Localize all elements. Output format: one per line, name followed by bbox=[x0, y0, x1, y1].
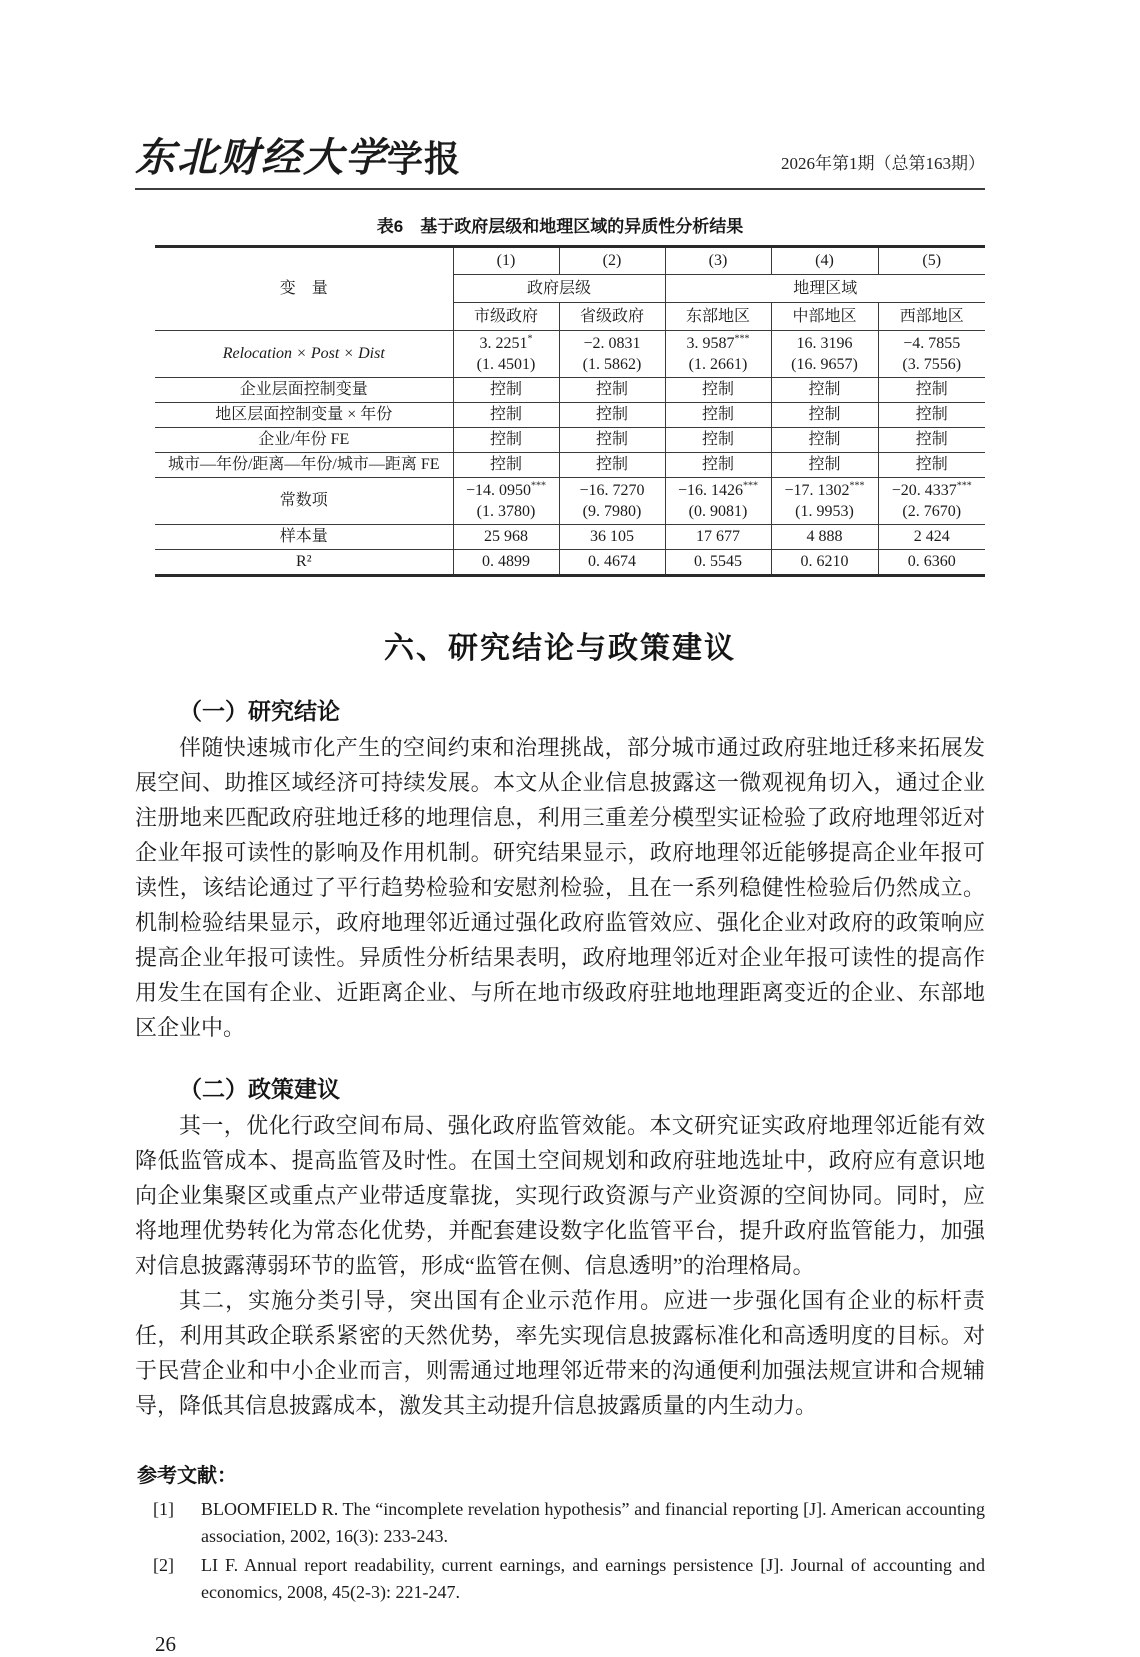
control-cell: 控制 bbox=[559, 403, 665, 428]
value-cell: 2 424 bbox=[878, 525, 985, 550]
group-header-cell: 地理区域 bbox=[665, 275, 985, 303]
coef-cell: −2. 0831 (1. 5862) bbox=[559, 331, 665, 378]
control-cell: 控制 bbox=[878, 403, 985, 428]
table-row-firm-year-fe bbox=[155, 428, 985, 453]
table-row-sample-size bbox=[155, 525, 985, 550]
value-cell: 4 888 bbox=[771, 525, 878, 550]
subsection-heading-conclusions: （一）研究结论 bbox=[179, 698, 340, 724]
value-cell: 0. 5545 bbox=[665, 550, 771, 576]
paragraph-conclusions: 伴随快速城市化产生的空间约束和治理挑战，部分城市通过政府驻地迁移来拓展发展空间、助推区域经济可持续发展。本文从企业信息披露这一微观视角切入，通过企业注册地来匹配政府驻地迁移的地理信息，利用三重差分模型实证检验了政府地理邻近对企业年报可读性的影响及作用机制。研究结果显示，政府地理邻近能够提高企业年报可读性，该结论通过了平行趋势检验和安慰剂检验，且在一系列稳健性检验后仍然成立。机制检验结果显示，政府地理邻近通过强化政府监管效应、强化企业对政府的政策响应提高企业年报可读性。异质性分析结果表明，政府地理邻近对企业年报可读性的提高作用发生在国有企业、近距离企业、与所在地市级政府驻地地理距离变近的企业、东部地区企业中。 bbox=[135, 735, 985, 1040]
subsection-heading-policy: （二）政策建议 bbox=[179, 1076, 340, 1102]
issue-info: 2026年第1期（总第163期） bbox=[781, 154, 985, 173]
reference-number: [2] bbox=[153, 1555, 174, 1575]
value-cell: 0. 6360 bbox=[878, 550, 985, 576]
page-number: 26 bbox=[155, 1632, 176, 1656]
control-cell: 控制 bbox=[453, 378, 559, 403]
subgroup-header-cell: 省级政府 bbox=[559, 303, 665, 331]
journal-header bbox=[135, 134, 985, 190]
table-row-interaction bbox=[155, 331, 985, 378]
row-label: 城市—年份/距离—年份/城市—距离 FE bbox=[155, 453, 453, 478]
journal-logo-suffix: 学报 bbox=[387, 138, 462, 179]
coef-cell: −16. 1426*** (0. 9081) bbox=[665, 478, 771, 525]
section-heading: 六、研究结论与政策建议 bbox=[384, 632, 736, 665]
control-cell: 控制 bbox=[878, 453, 985, 478]
table-row-region-controls bbox=[155, 403, 985, 428]
control-cell: 控制 bbox=[771, 403, 878, 428]
reference-item bbox=[135, 1552, 985, 1606]
col-number-cell: (5) bbox=[878, 247, 985, 275]
control-cell: 控制 bbox=[453, 403, 559, 428]
table-row-city-year-fe bbox=[155, 453, 985, 478]
control-cell: 控制 bbox=[453, 453, 559, 478]
heterogeneity-results-table bbox=[155, 245, 985, 577]
value-cell: 0. 4899 bbox=[453, 550, 559, 576]
table-title: 表6 基于政府层级和地理区域的异质性分析结果 bbox=[376, 217, 744, 236]
page-content bbox=[135, 0, 985, 1657]
row-label: 企业层面控制变量 bbox=[155, 378, 453, 403]
table-row-firm-controls bbox=[155, 378, 985, 403]
control-cell: 控制 bbox=[771, 428, 878, 453]
row-label: 样本量 bbox=[155, 525, 453, 550]
control-cell: 控制 bbox=[665, 378, 771, 403]
control-cell: 控制 bbox=[878, 378, 985, 403]
col-number-cell: (1) bbox=[453, 247, 559, 275]
control-cell: 控制 bbox=[665, 453, 771, 478]
paragraph-policy-1: 其一，优化行政空间布局、强化政府监管效能。本文研究证实政府地理邻近能有效降低监管成本、提高监管及时性。在国土空间规划和政府驻地选址中，政府应有意识地向企业集聚区或重点产业带适度靠拢，实现行政资源与产业资源的空间协同。同时，应将地理优势转化为常态化优势，并配套建设数字化监管平台，提升政府监管能力，加强对信息披露薄弱环节的监管，形成“监管在侧、信息透明”的治理格局。 bbox=[135, 1113, 985, 1278]
reference-number: [1] bbox=[153, 1499, 174, 1519]
journal-logo bbox=[135, 134, 462, 181]
col-number-cell: (3) bbox=[665, 247, 771, 275]
value-cell: 0. 4674 bbox=[559, 550, 665, 576]
table-row-r-squared bbox=[155, 550, 985, 576]
subgroup-header-cell: 东部地区 bbox=[665, 303, 771, 331]
row-label: 常数项 bbox=[155, 478, 453, 525]
row-label: 地区层面控制变量 × 年份 bbox=[155, 403, 453, 428]
coef-cell: −20. 4337*** (2. 7670) bbox=[878, 478, 985, 525]
coef-cell: 3. 9587*** (1. 2661) bbox=[665, 331, 771, 378]
control-cell: 控制 bbox=[665, 428, 771, 453]
row-label: R² bbox=[155, 550, 453, 576]
value-cell: 25 968 bbox=[453, 525, 559, 550]
variable-header-cell: 变 量 bbox=[155, 247, 453, 331]
value-cell: 36 105 bbox=[559, 525, 665, 550]
reference-text: BLOOMFIELD R. The “incomplete revelation hypothesis” and financial reporting [J]. American accounting association, 2002, 16(3): 233-243. bbox=[201, 1499, 985, 1546]
control-cell: 控制 bbox=[665, 403, 771, 428]
paragraph-policy-2: 其二，实施分类引导，突出国有企业示范作用。应进一步强化国有企业的标杆责任，利用其政企联系紧密的天然优势，率先实现信息披露标准化和高透明度的目标。对于民营企业和中小企业而言，则需通过地理邻近带来的沟通便利加强法规宣讲和合规辅导，降低其信息披露成本，激发其主动提升信息披露质量的内生动力。 bbox=[135, 1288, 985, 1418]
subgroup-header-cell: 西部地区 bbox=[878, 303, 985, 331]
coef-cell: −16. 7270 (9. 7980) bbox=[559, 478, 665, 525]
table-row-constant bbox=[155, 478, 985, 525]
control-cell: 控制 bbox=[559, 453, 665, 478]
control-cell: 控制 bbox=[771, 378, 878, 403]
control-cell: 控制 bbox=[453, 428, 559, 453]
value-cell: 0. 6210 bbox=[771, 550, 878, 576]
control-cell: 控制 bbox=[771, 453, 878, 478]
coef-cell: −14. 0950*** (1. 3780) bbox=[453, 478, 559, 525]
reference-item bbox=[135, 1496, 985, 1550]
subgroup-header-cell: 中部地区 bbox=[771, 303, 878, 331]
subgroup-header-cell: 市级政府 bbox=[453, 303, 559, 331]
coef-cell: −17. 1302*** (1. 9953) bbox=[771, 478, 878, 525]
col-number-cell: (2) bbox=[559, 247, 665, 275]
col-number-cell: (4) bbox=[771, 247, 878, 275]
control-cell: 控制 bbox=[559, 428, 665, 453]
row-label: 企业/年份 FE bbox=[155, 428, 453, 453]
group-header-cell: 政府层级 bbox=[453, 275, 665, 303]
journal-logo-script: 东北财经大学 bbox=[135, 134, 387, 181]
table-header-row-numbers bbox=[155, 247, 985, 275]
row-label: Relocation × Post × Dist bbox=[155, 331, 453, 378]
value-cell: 17 677 bbox=[665, 525, 771, 550]
control-cell: 控制 bbox=[878, 428, 985, 453]
coef-cell: −4. 7855 (3. 7556) bbox=[878, 331, 985, 378]
reference-text: LI F. Annual report readability, current earnings, and earnings persistence [J]. Journal of accounting and economics, 2008, 45(2-3): 221-247. bbox=[201, 1555, 985, 1602]
coef-cell: 3. 2251* (1. 4501) bbox=[453, 331, 559, 378]
coef-cell: 16. 3196 (16. 9657) bbox=[771, 331, 878, 378]
references-heading: 参考文献： bbox=[137, 1465, 237, 1487]
control-cell: 控制 bbox=[559, 378, 665, 403]
